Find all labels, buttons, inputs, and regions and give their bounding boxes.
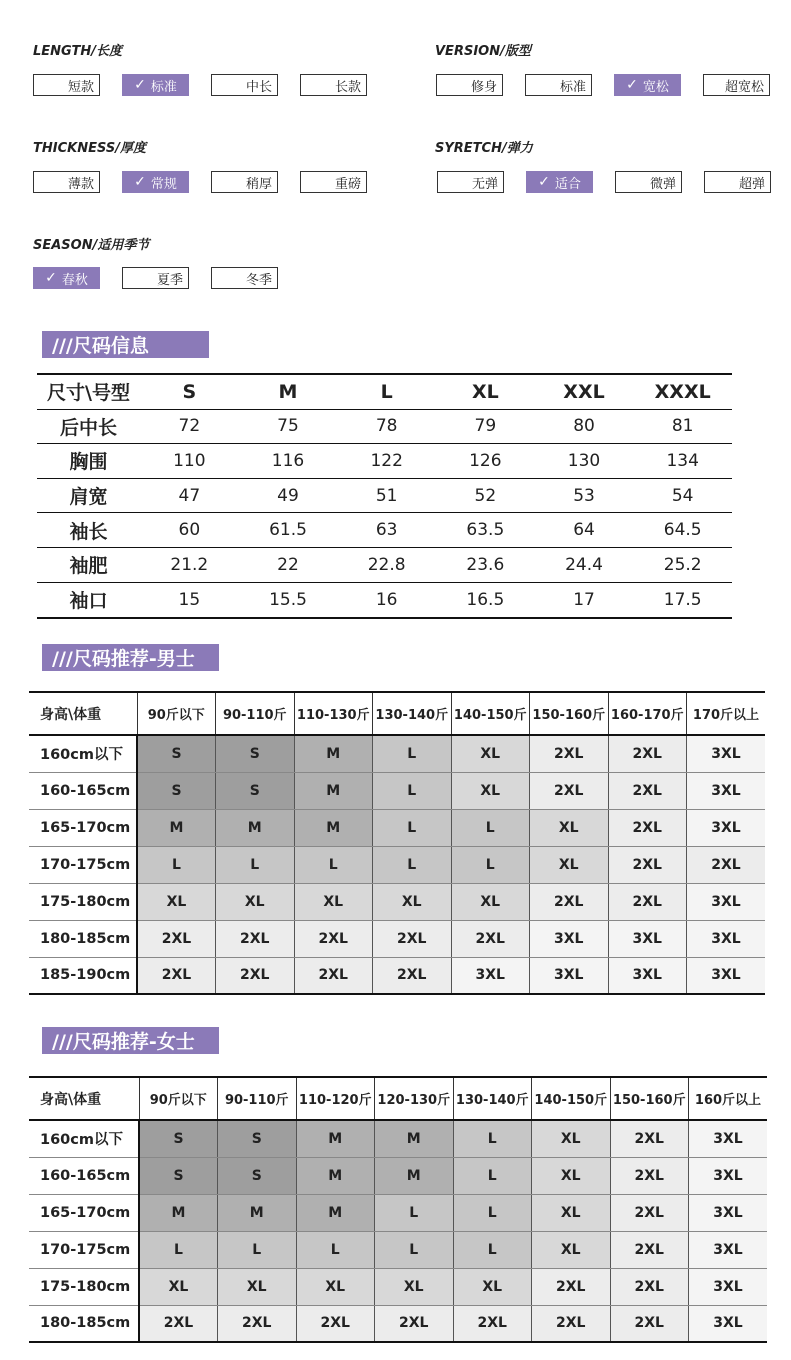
measurement-value: 81: [671, 416, 694, 437]
measurement-value: 78: [375, 416, 398, 437]
size-cell: 3XL: [451, 957, 530, 994]
weight-column-header: 90斤以下: [139, 1077, 218, 1120]
size-cell: XL: [532, 1157, 611, 1194]
size-cell: 2XL: [530, 883, 609, 920]
weight-column-header: 90-110斤: [218, 1077, 297, 1120]
size-cell: 3XL: [687, 772, 766, 809]
thickness-title: THICKNESS/厚度: [33, 141, 146, 156]
measurement-value: 16.5: [466, 589, 505, 610]
size-cell: M: [375, 1157, 454, 1194]
measurement-label: 肩宽: [69, 486, 108, 509]
size-cell: L: [294, 846, 373, 883]
stretch-option[interactable]: [437, 171, 504, 193]
size-cell: L: [137, 846, 216, 883]
size-cell: 3XL: [689, 1157, 768, 1194]
stretch-title: SYRETCH/弹力: [435, 141, 533, 156]
version-option-label: 宽松: [642, 79, 669, 95]
measurement-value: 25.2: [663, 554, 702, 575]
height-label: 170-175cm: [29, 1231, 139, 1268]
size-cell: 3XL: [689, 1120, 768, 1157]
weight-column-header: 140-150斤: [532, 1077, 611, 1120]
measurement-value: 17.5: [663, 589, 702, 610]
measurement-value: 110: [173, 450, 206, 471]
size-column-header: M: [278, 380, 298, 403]
thickness-option[interactable]: [300, 171, 367, 193]
size-cell: L: [453, 1231, 532, 1268]
check-icon: ✓: [134, 77, 146, 93]
size-cell: 2XL: [294, 957, 373, 994]
thickness-option[interactable]: [211, 171, 278, 193]
size-cell: 2XL: [610, 1305, 689, 1342]
size-cell: XL: [139, 1268, 218, 1305]
weight-column-header: 130-140斤: [373, 692, 452, 735]
season-option[interactable]: [211, 267, 278, 289]
measurement-value: 17: [573, 589, 595, 610]
height-label: 165-170cm: [29, 809, 137, 846]
weight-column-header: 110-120斤: [296, 1077, 375, 1120]
version-title: VERSION/版型: [435, 44, 531, 59]
table-row: [29, 1194, 767, 1231]
size-cell: M: [296, 1120, 375, 1157]
size-cell: 2XL: [610, 1120, 689, 1157]
size-column-header: XL: [471, 380, 499, 403]
men-banner: ///尺码推荐-男士: [42, 644, 219, 671]
table-row: [29, 957, 765, 994]
weight-column-header: 160斤以上: [689, 1077, 768, 1120]
size-cell: XL: [530, 846, 609, 883]
size-cell: L: [453, 1194, 532, 1231]
measurement-value: 63.5: [466, 520, 505, 541]
measurement-value: 16: [375, 589, 398, 610]
version-option-label: 标准: [559, 79, 586, 95]
size-cell: 2XL: [532, 1268, 611, 1305]
size-cell: XL: [375, 1268, 454, 1305]
thickness-option-label: 重磅: [334, 176, 361, 192]
size-cell: 2XL: [137, 957, 216, 994]
size-cell: 2XL: [453, 1305, 532, 1342]
version-option-label: 修身: [470, 79, 497, 95]
stretch-option-label: 超弹: [738, 176, 765, 192]
measurement-value: 52: [474, 485, 497, 506]
measurement-value: 134: [666, 450, 699, 471]
season-option-label: 春秋: [61, 272, 88, 288]
size-cell: S: [218, 1157, 297, 1194]
size-cell: M: [375, 1120, 454, 1157]
weight-column-header: 90-110斤: [216, 692, 295, 735]
table-row: [37, 513, 732, 548]
size-cell: XL: [532, 1120, 611, 1157]
table-row: [29, 1120, 767, 1157]
check-icon: ✓: [626, 77, 638, 93]
size-cell: XL: [294, 883, 373, 920]
size-cell: 3XL: [687, 883, 766, 920]
size-cell: 2XL: [451, 920, 530, 957]
thickness-option-label: 薄款: [67, 176, 94, 192]
weight-column-header: 120-130斤: [375, 1077, 454, 1120]
table-row: [29, 1268, 767, 1305]
size-cell: L: [451, 809, 530, 846]
season-option-label: 冬季: [245, 272, 272, 288]
measurement-value: 15.5: [269, 589, 307, 610]
size-cell: M: [296, 1157, 375, 1194]
size-cell: 2XL: [608, 772, 687, 809]
table-corner: 身高\体重: [29, 1077, 139, 1120]
length-title: LENGTH/长度: [33, 44, 122, 59]
table-row: [29, 1305, 767, 1342]
season-option[interactable]: [33, 267, 100, 289]
size-cell: 2XL: [608, 846, 687, 883]
measurement-value: 61.5: [269, 520, 307, 541]
size-cell: XL: [530, 809, 609, 846]
measurement-value: 47: [178, 485, 201, 506]
size-cell: L: [375, 1194, 454, 1231]
size-cell: 2XL: [530, 735, 609, 772]
women-banner: ///尺码推荐-女士: [42, 1027, 219, 1054]
measurement-value: 21.2: [170, 554, 209, 575]
version-option[interactable]: [703, 74, 770, 96]
measurement-value: 75: [277, 416, 299, 437]
size-cell: XL: [216, 883, 295, 920]
size-cell: L: [375, 1231, 454, 1268]
size-cell: XL: [296, 1268, 375, 1305]
table-row: [29, 920, 765, 957]
length-option[interactable]: [122, 74, 189, 96]
measurement-value: 54: [671, 485, 694, 506]
men-size-table: [29, 691, 765, 995]
size-cell: 2XL: [608, 735, 687, 772]
measurement-label: 后中长: [59, 416, 117, 439]
measurement-value: 22: [277, 554, 299, 575]
size-cell: 2XL: [296, 1305, 375, 1342]
size-cell: 3XL: [689, 1305, 768, 1342]
size-cell: 3XL: [689, 1268, 768, 1305]
length-option-label: 标准: [150, 79, 177, 95]
size-cell: XL: [532, 1194, 611, 1231]
size-cell: 2XL: [294, 920, 373, 957]
length-option-label: 长款: [334, 79, 361, 95]
size-cell: 2XL: [216, 920, 295, 957]
table-row: [29, 772, 765, 809]
height-label: 160cm以下: [29, 735, 137, 772]
size-cell: 2XL: [687, 846, 766, 883]
size-cell: S: [137, 772, 216, 809]
size-cell: L: [373, 772, 452, 809]
height-label: 160-165cm: [29, 772, 137, 809]
size-column-header: XXL: [563, 380, 605, 403]
size-cell: 2XL: [373, 920, 452, 957]
measurement-value: 126: [469, 450, 502, 471]
table-row: [29, 883, 765, 920]
size-cell: 2XL: [373, 957, 452, 994]
size-cell: L: [139, 1231, 218, 1268]
size-cell: M: [137, 809, 216, 846]
thickness-option[interactable]: [33, 171, 100, 193]
thickness-option-label: 常规: [150, 176, 177, 192]
table-row: [29, 846, 765, 883]
size-cell: S: [216, 735, 295, 772]
measurement-value: 64: [573, 520, 595, 541]
size-cell: 3XL: [608, 920, 687, 957]
table-row: [29, 1157, 767, 1194]
stretch-option[interactable]: [704, 171, 771, 193]
thickness-option-label: 稍厚: [245, 176, 272, 192]
measurement-value: 116: [271, 450, 305, 471]
measurement-value: 80: [573, 416, 595, 437]
measurement-label: 袖肥: [69, 555, 108, 578]
size-cell: L: [453, 1120, 532, 1157]
weight-column-header: 140-150斤: [451, 692, 530, 735]
season-option[interactable]: [122, 267, 189, 289]
measurement-value: 64.5: [663, 520, 702, 541]
size-cell: S: [139, 1120, 218, 1157]
measurement-value: 24.4: [565, 554, 603, 575]
table-header-row: [29, 692, 765, 735]
size-cell: XL: [451, 772, 530, 809]
size-cell: L: [218, 1231, 297, 1268]
measurement-value: 122: [370, 450, 403, 471]
version-option[interactable]: [614, 74, 681, 96]
size-cell: M: [294, 772, 373, 809]
measurement-value: 63: [375, 520, 398, 541]
size-table-corner: 尺寸\号型: [47, 382, 130, 405]
check-icon: ✓: [45, 270, 57, 286]
size-cell: 2XL: [610, 1194, 689, 1231]
size-cell: XL: [451, 735, 530, 772]
size-cell: 3XL: [689, 1231, 768, 1268]
size-cell: 3XL: [689, 1194, 768, 1231]
size-cell: 2XL: [610, 1157, 689, 1194]
table-header-row: [29, 1077, 767, 1120]
length-option[interactable]: [211, 74, 278, 96]
size-cell: S: [216, 772, 295, 809]
measurement-label: 袖口: [69, 590, 108, 613]
length-option-label: 短款: [67, 79, 94, 95]
measurement-value: 79: [474, 416, 497, 437]
table-row: [37, 548, 732, 583]
size-cell: XL: [373, 883, 452, 920]
height-label: 170-175cm: [29, 846, 137, 883]
measurement-value: 60: [178, 520, 201, 541]
measurement-value: 49: [277, 485, 299, 506]
height-label: 185-190cm: [29, 957, 137, 994]
size-column-header: XXXL: [654, 380, 711, 403]
size-cell: M: [216, 809, 295, 846]
stretch-option[interactable]: [526, 171, 593, 193]
size-cell: 2XL: [375, 1305, 454, 1342]
weight-column-header: 150-160斤: [530, 692, 609, 735]
weight-column-header: 170斤以上: [687, 692, 766, 735]
size-info-banner: ///尺码信息: [42, 331, 209, 358]
check-icon: ✓: [134, 174, 146, 190]
version-option[interactable]: [525, 74, 592, 96]
size-cell: S: [218, 1120, 297, 1157]
size-cell: 3XL: [687, 735, 766, 772]
size-cell: 3XL: [687, 809, 766, 846]
height-label: 180-185cm: [29, 1305, 139, 1342]
height-label: 165-170cm: [29, 1194, 139, 1231]
weight-column-header: 110-130斤: [294, 692, 373, 735]
women-size-table: [29, 1076, 767, 1343]
season-option-label: 夏季: [156, 272, 183, 288]
table-row: [29, 735, 765, 772]
size-cell: L: [373, 846, 452, 883]
stretch-option-label: 无弹: [471, 176, 498, 192]
size-cell: 2XL: [532, 1305, 611, 1342]
measurement-value: 51: [375, 485, 398, 506]
table-row: [37, 410, 732, 445]
size-info-table: [37, 373, 732, 619]
height-label: 175-180cm: [29, 1268, 139, 1305]
size-cell: XL: [137, 883, 216, 920]
size-cell: 2XL: [608, 809, 687, 846]
measurement-value: 53: [573, 485, 595, 506]
size-table-header: [37, 375, 732, 410]
height-label: 175-180cm: [29, 883, 137, 920]
size-cell: M: [139, 1194, 218, 1231]
size-cell: L: [451, 846, 530, 883]
table-row: [37, 583, 732, 618]
size-cell: 2XL: [137, 920, 216, 957]
version-option-label: 超宽松: [724, 79, 764, 95]
weight-column-header: 90斤以下: [137, 692, 216, 735]
size-cell: L: [373, 809, 452, 846]
weight-column-header: 160-170斤: [608, 692, 687, 735]
size-cell: 2XL: [218, 1305, 297, 1342]
size-cell: XL: [532, 1231, 611, 1268]
measurement-value: 23.6: [466, 554, 505, 575]
size-cell: 3XL: [687, 920, 766, 957]
measurement-value: 130: [567, 450, 601, 471]
size-cell: 3XL: [608, 957, 687, 994]
table-row: [37, 444, 732, 479]
table-corner: 身高\体重: [29, 692, 137, 735]
size-cell: L: [453, 1157, 532, 1194]
weight-column-header: 130-140斤: [453, 1077, 532, 1120]
size-cell: 2XL: [610, 1231, 689, 1268]
size-cell: 2XL: [216, 957, 295, 994]
size-cell: L: [373, 735, 452, 772]
table-row: [29, 1231, 767, 1268]
season-title: SEASON/适用季节: [33, 238, 150, 253]
measurement-label: 胸围: [69, 451, 108, 474]
length-option-label: 中长: [245, 79, 272, 95]
stretch-option[interactable]: [615, 171, 682, 193]
stretch-option-label: 适合: [554, 176, 581, 192]
size-cell: 3XL: [530, 920, 609, 957]
size-cell: XL: [453, 1268, 532, 1305]
measurement-value: 22.8: [367, 554, 406, 575]
size-cell: 3XL: [530, 957, 609, 994]
size-cell: M: [218, 1194, 297, 1231]
length-option[interactable]: [300, 74, 367, 96]
height-label: 160-165cm: [29, 1157, 139, 1194]
size-cell: L: [216, 846, 295, 883]
version-option[interactable]: [436, 74, 503, 96]
size-cell: S: [139, 1157, 218, 1194]
size-cell: S: [137, 735, 216, 772]
length-option[interactable]: [33, 74, 100, 96]
size-cell: M: [294, 735, 373, 772]
measurement-label: 袖长: [69, 520, 108, 543]
height-label: 180-185cm: [29, 920, 137, 957]
size-cell: 3XL: [687, 957, 766, 994]
size-cell: 2XL: [608, 883, 687, 920]
size-cell: M: [294, 809, 373, 846]
measurement-value: 72: [178, 416, 201, 437]
size-cell: L: [296, 1231, 375, 1268]
check-icon: ✓: [538, 174, 550, 190]
thickness-option[interactable]: [122, 171, 189, 193]
size-column-header: S: [182, 380, 197, 403]
size-column-header: L: [380, 380, 393, 403]
weight-column-header: 150-160斤: [610, 1077, 689, 1120]
size-cell: 2XL: [530, 772, 609, 809]
stretch-option-label: 微弹: [649, 176, 676, 192]
size-cell: M: [296, 1194, 375, 1231]
size-cell: XL: [451, 883, 530, 920]
height-label: 160cm以下: [29, 1120, 139, 1157]
size-cell: 2XL: [610, 1268, 689, 1305]
table-row: [37, 479, 732, 514]
measurement-value: 15: [178, 589, 201, 610]
size-cell: XL: [218, 1268, 297, 1305]
size-cell: 2XL: [139, 1305, 218, 1342]
table-row: [29, 809, 765, 846]
